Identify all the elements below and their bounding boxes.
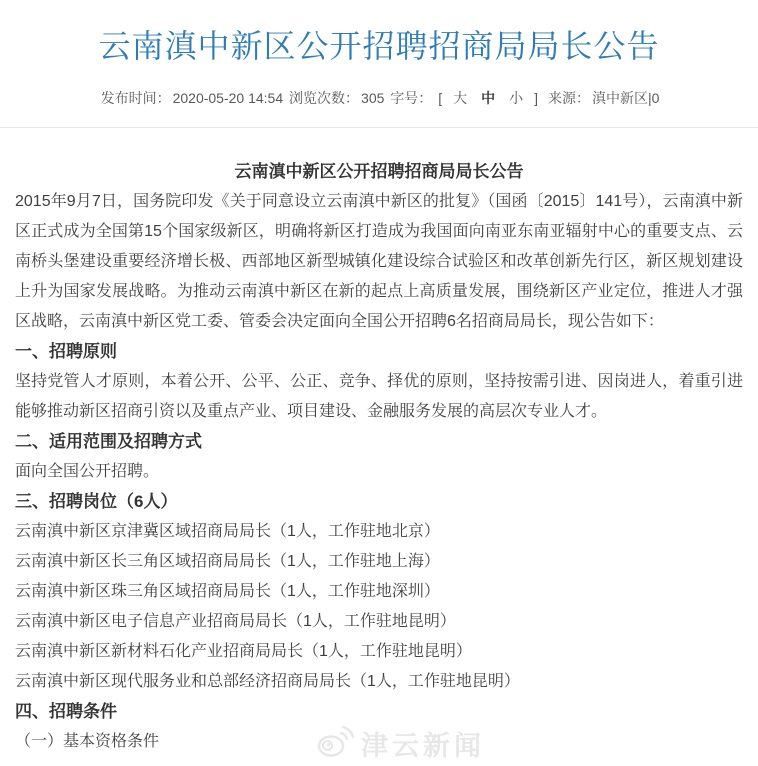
- section-paragraph: 坚持党管人才原则，本着公开、公平、公正、竞争、择优的原则，坚持按需引进、因岗进人，着重引进能够推动新区招商引资以及重点产业、项目建设、金融服务发展的高层次专业人才。: [15, 373, 743, 420]
- font-size-bracket-close: ]: [534, 90, 539, 106]
- font-size-small-button[interactable]: 小: [509, 90, 524, 106]
- font-size-large-button[interactable]: 大: [453, 90, 468, 106]
- font-size-label: 字号：: [390, 90, 433, 106]
- publish-time-label: 发布时间：: [100, 90, 171, 106]
- meta-bar: [0, 88, 758, 108]
- source-value: 滇中新区|0: [591, 90, 660, 106]
- position-item: 云南滇中新区长三角区域招商局局长（1人，工作驻地上海）: [15, 553, 440, 570]
- position-item: 云南滇中新区新材料石化产业招商局局长（1人，工作驻地昆明）: [15, 643, 472, 660]
- section-heading-scope-and-method: 二、适用范围及招聘方式: [15, 432, 202, 451]
- font-size-bracket-open: [: [438, 90, 443, 106]
- position-item: 云南滇中新区京津冀区域招商局局长（1人，工作驻地北京）: [15, 523, 440, 540]
- source-label: 来源：: [547, 90, 590, 106]
- section-paragraph: （一）基本资格条件: [15, 733, 160, 750]
- position-item: 云南滇中新区珠三角区域招商局局长（1人，工作驻地深圳）: [15, 583, 440, 600]
- page-title: 云南滇中新区公开招聘招商局局长公告: [98, 28, 660, 64]
- font-size-medium-button[interactable]: 中: [481, 90, 496, 106]
- section-heading-requirements: 四、招聘条件: [15, 702, 117, 721]
- page-header: [0, 0, 758, 108]
- views-label: 浏览次数：: [289, 90, 360, 106]
- article-title: 云南滇中新区公开招聘招商局局长公告: [234, 162, 524, 181]
- section-heading-recruitment-principles: 一、招聘原则: [15, 342, 117, 361]
- position-item: 云南滇中新区电子信息产业招商局局长（1人，工作驻地昆明）: [15, 613, 456, 630]
- publish-time-value: 2020-05-20 14:54: [172, 90, 284, 106]
- article-intro-paragraph: 2015年9月7日，国务院印发《关于同意设立云南滇中新区的批复》（国函〔2015〕141号），云南滇中新区正式成为全国第15个国家级新区，明确将新区打造成为我国面向南亚东南亚辐射中心的重要支点、云南桥头堡建设重要经济增长极、西部地区新型城镇化建设综合试验区和改革创新先行区，新区规划建设上升为国家发展战略。为推动云南滇中新区在新的起点上高质量发展，围绕新区产业定位，推进人才强区战略，云南滇中新区党工委、管委会决定面向全国公开招聘6名招商局局长，现公告如下：: [15, 193, 743, 330]
- section-paragraph: 面向全国公开招聘。: [15, 463, 160, 480]
- watermark-text: 津云新闻: [361, 731, 485, 761]
- article-body: [0, 128, 758, 757]
- position-item: 云南滇中新区现代服务业和总部经济招商局局长（1人，工作驻地昆明）: [15, 673, 520, 690]
- section-heading-positions: 三、招聘岗位（6人）: [15, 492, 178, 511]
- views-count: 305: [361, 90, 385, 106]
